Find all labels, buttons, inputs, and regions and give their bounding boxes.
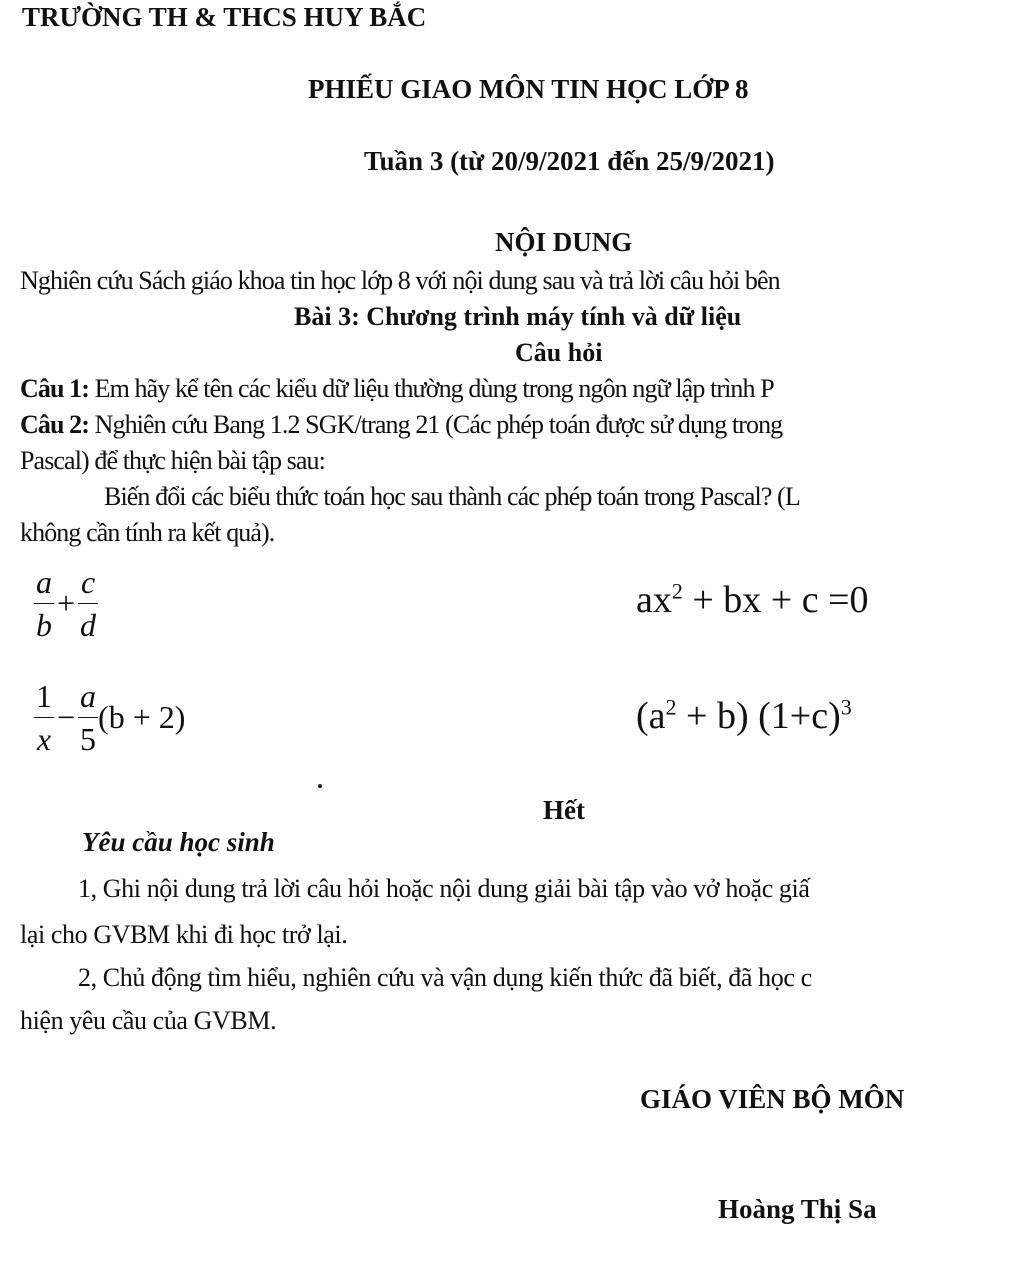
numerator: a (36, 564, 52, 600)
question-1 (20, 374, 774, 404)
numerator: a (80, 678, 97, 714)
question-1-label: Câu 1: (20, 374, 89, 403)
parenthesized-term: (b + 2) (98, 699, 186, 735)
fraction-bar (34, 717, 54, 718)
expression-3 (34, 680, 185, 755)
numerator: 1 (36, 678, 52, 714)
denominator: 5 (80, 721, 97, 757)
exponent: 2 (665, 694, 677, 720)
fraction-bar (78, 717, 98, 718)
fraction-1-x (34, 680, 54, 755)
question-2-continued: Pascal) để thực hiện bài tập sau: (20, 446, 325, 475)
term: ax (636, 579, 672, 621)
requirement-1-line-1: 1, Ghi nội dung trả lời câu hỏi hoặc nội dung giải bài tập vào vở hoặc giấ (78, 874, 810, 903)
denominator: x (36, 721, 52, 757)
requirement-2-line-2: hiện yêu cầu của GVBM. (20, 1006, 277, 1035)
task-line-2: không cần tính ra kết quả). (20, 518, 275, 547)
term: + b) (1+c) (676, 695, 841, 737)
requirements-heading: Yêu cầu học sinh (82, 827, 275, 857)
requirement-1-line-2: lại cho GVBM khi đi học trở lại. (20, 920, 348, 949)
week-range: Tuần 3 (từ 20/9/2021 đến 25/9/2021) (364, 146, 775, 176)
question-2-text: Nghiên cứu Bang 1.2 SGK/trang 21 (Các phép toán được sử dụng trong (94, 410, 783, 439)
question-2-label: Câu 2: (20, 410, 89, 439)
numerator: c (80, 564, 96, 600)
questions-heading: Câu hỏi (515, 338, 603, 367)
fraction-a-5 (78, 680, 98, 755)
signature-role: GIÁO VIÊN BỘ MÔN (640, 1084, 905, 1114)
requirement-2-line-1: 2, Chủ động tìm hiểu, nghiên cứu và vận dụng kiến thức đã biết, đã học c (78, 963, 812, 992)
task-line-1: Biến đổi các biểu thức toán học sau thành các phép toán trong Pascal? (L (104, 482, 800, 511)
fraction-bar (34, 603, 54, 604)
end-mark: Hết (543, 795, 585, 825)
stray-dot (318, 784, 322, 788)
question-1-text: Em hãy kể tên các kiểu dữ liệu thường dùng trong ngôn ngữ lập trình P (94, 374, 774, 403)
fraction-bar (78, 603, 98, 604)
document-title: PHIẾU GIAO MÔN TIN HỌC LỚP 8 (308, 74, 749, 104)
content-heading: NỘI DUNG (495, 227, 633, 257)
fraction-a-b (34, 566, 54, 641)
fraction-c-d (78, 566, 98, 641)
lesson-title: Bài 3: Chương trình máy tính và dữ liệu (294, 302, 742, 331)
signature-name: Hoàng Thị Sa (718, 1194, 877, 1224)
question-2 (20, 410, 782, 440)
term: (a (636, 695, 666, 737)
exponent: 2 (671, 578, 683, 604)
term: + bx + c =0 (682, 579, 869, 621)
operator: + (57, 585, 76, 621)
operator: − (57, 699, 76, 735)
intro-text: Nghiên cứu Sách giáo khoa tin học lớp 8 với nội dung sau và trả lời câu hỏi bên (20, 266, 780, 295)
expression-2 (636, 578, 869, 622)
school-name: TRƯỜNG TH & THCS HUY BẮC (22, 2, 427, 32)
expression-4 (636, 694, 852, 738)
expression-1 (34, 566, 98, 641)
exponent: 3 (840, 694, 852, 720)
denominator: b (36, 607, 52, 643)
denominator: d (80, 607, 97, 643)
